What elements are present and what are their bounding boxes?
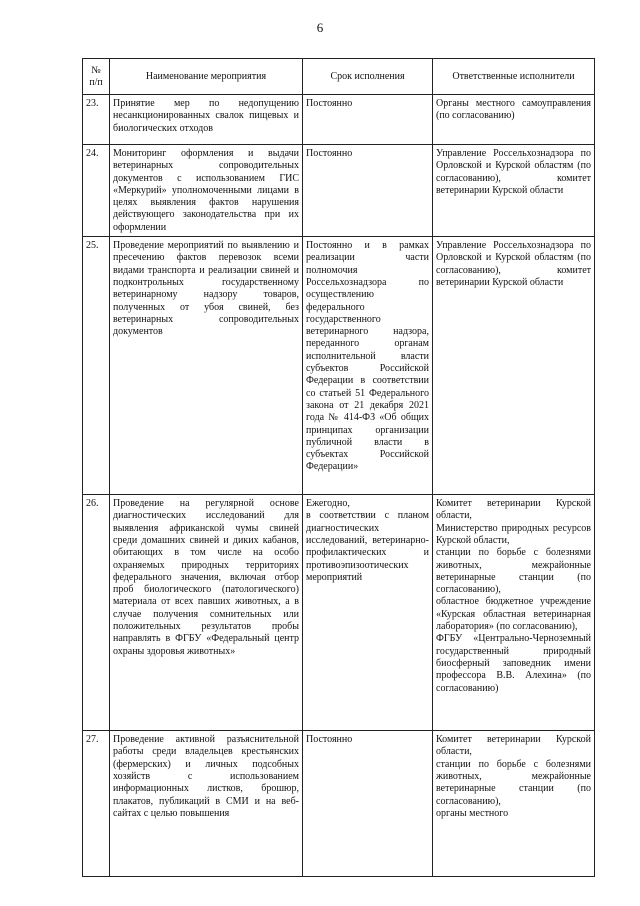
measure-name: Проведение на регулярной основе диагностических исследований для выявления африканской чумы свиней среди домашних свиней и диких кабанов, обитающих в том числе на особо охраняемых природных территориях федерального значения, включая отбор проб биологического (патологического) материала от всех павших животных, а в случае получения сомнительных или положительных результатов пробы направлять в ФГБУ «Федеральный центр охраны здоровья животных» bbox=[110, 495, 303, 731]
responsible-line: Комитет ветеринарии Курской области, bbox=[436, 498, 591, 522]
table-row bbox=[83, 731, 595, 877]
row-number: 24. bbox=[83, 145, 110, 237]
header-deadline: Срок исполнения bbox=[303, 59, 433, 95]
responsible bbox=[433, 731, 595, 877]
row-number: 27. bbox=[83, 731, 110, 877]
deadline: Постоянно bbox=[303, 731, 433, 877]
deadline: Постоянно bbox=[303, 95, 433, 145]
deadline bbox=[303, 495, 433, 731]
table-header-row bbox=[83, 59, 595, 95]
table-row bbox=[83, 145, 595, 237]
table-row bbox=[83, 95, 595, 145]
measure-name: Проведение активной разъяснительной работы среди владельцев крестьянских (фермерских) и личных подсобных хозяйств с использованием информационных листков, брошюр, плакатов, публикаций в СМИ и на веб-сайтах с целью повышения bbox=[110, 731, 303, 877]
header-number: № п/п bbox=[83, 59, 110, 95]
header-responsible: Ответственные исполнители bbox=[433, 59, 595, 95]
responsible-line: станции по борьбе с болезнями животных, межрайонные ветеринарные станции (по согласованию), bbox=[436, 758, 591, 807]
responsible: Органы местного самоуправления (по согласованию) bbox=[433, 95, 595, 145]
responsible-line: областное бюджетное учреждение «Курская областная ветеринарная лаборатория» (по согласованию), bbox=[436, 596, 591, 633]
deadline: Постоянно и в рамках реализации части полномочия Россельхознадзора по осуществлению федерального государственного ветеринарного надзора, переданного органам исполнительной власти субъектов Российской Федерации в соответствии со статьей 51 Федерального закона от 21 декабря 2021 года № 414-ФЗ «Об общих принципах организации публичной власти в субъектах Российской Федерации» bbox=[303, 237, 433, 495]
measures-table bbox=[82, 58, 595, 877]
table-row bbox=[83, 495, 595, 731]
measure-name: Мониторинг оформления и выдачи ветеринарных сопроводительных документов с использованием ГИС «Меркурий» уполномоченными лицами в целях выявления фактов нарушения действующего законодательства при их оформлении bbox=[110, 145, 303, 237]
measure-name: Проведение мероприятий по выявлению и пресечению фактов перевозок всеми видами транспорта и реализации свиней и подконтрольных государственному ветеринарному надзору товаров, полученных от убоя свиней, без ветеринарных сопроводительных документов bbox=[110, 237, 303, 495]
table-row bbox=[83, 237, 595, 495]
responsible-line: станции по борьбе с болезнями животных, межрайонные ветеринарные станции (по согласованию), bbox=[436, 547, 591, 596]
responsible-line: Министерство природных ресурсов Курской области, bbox=[436, 522, 591, 546]
responsible: Управление Россельхознадзора по Орловской и Курской областям (по согласованию), комитет ветеринарии Курской области bbox=[433, 145, 595, 237]
responsible: Управление Россельхознадзора по Орловской и Курской областям (по согласованию), комитет ветеринарии Курской области bbox=[433, 237, 595, 495]
responsible-line: органы местного bbox=[436, 807, 509, 819]
deadline: Постоянно bbox=[303, 145, 433, 237]
page-number: 6 bbox=[316, 20, 324, 35]
deadline-line: в соответствии с планом диагностических исследований, ветеринарно-профилактических и противоэпизоотических мероприятий bbox=[306, 510, 429, 583]
row-number: 23. bbox=[83, 95, 110, 145]
responsible-line: ФГБУ «Центрально-Черноземный государственный природный биосферный заповедник имени профессора В.В. Алехина» (по согласованию) bbox=[436, 633, 591, 694]
measure-name: Принятие мер по недопущению несанкционированных свалок пищевых и биологических отходов bbox=[110, 95, 303, 145]
responsible-line: Комитет ветеринарии Курской области, bbox=[436, 734, 591, 758]
row-number: 26. bbox=[83, 495, 110, 731]
deadline-line: Ежегодно, bbox=[306, 498, 350, 510]
row-number: 25. bbox=[83, 237, 110, 495]
responsible bbox=[433, 495, 595, 731]
page-bottom-margin bbox=[0, 890, 640, 906]
header-measure-name: Наименование мероприятия bbox=[110, 59, 303, 95]
